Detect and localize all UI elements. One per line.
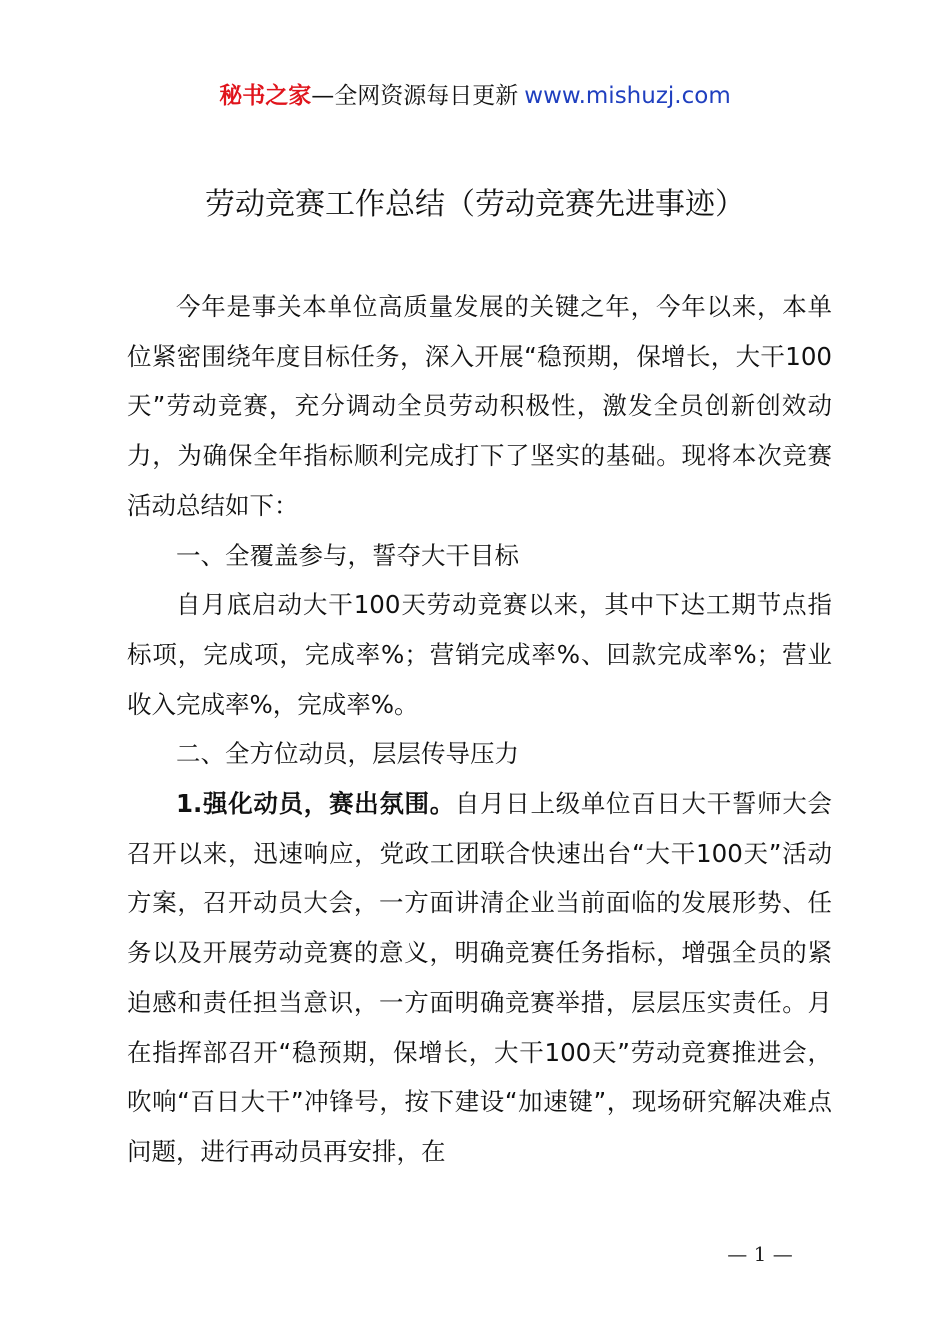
document-body	[127, 282, 832, 1177]
section-heading-2: 二、全方位动员，层层传导压力	[176, 739, 519, 769]
section-heading-1: 一、全覆盖参与，誓夺大干目标	[176, 540, 519, 570]
website-link[interactable]: www.mishuzj.com	[524, 83, 731, 109]
item-body-1: 自月日上级单位百日大干誓师大会召开以来，迅速响应，党政工团联合快速出台“大干100天”活动方案，召开动员大会，一方面讲清企业当前面临的发展形势、任务以及开展劳动竞赛的意义，明确竞赛任务指标，增强全员的紧迫感和责任担当意识，一方面明确竞赛举措，层层压实责任。月在指挥部召开“稳预期，保增长，大干100天”劳动竞赛推进会，吹响“百日大干”冲锋号，按下建设“加速键”，现场研究解决难点问题，进行再动员再安排，在	[127, 789, 833, 1166]
site-banner	[0, 80, 950, 112]
brand-name: 秘书之家	[219, 83, 312, 109]
page-number: — 1 —	[727, 1242, 793, 1266]
section-body-1: 自月底启动大干100天劳动竞赛以来，其中下达工期节点指标项，完成项，完成率%；营销完成率%、回款完成率%；营业收入完成率%，完成率%。	[127, 590, 832, 719]
banner-tagline: —全网资源每日更新	[311, 83, 519, 109]
item-paragraph-1	[127, 779, 832, 1177]
document-title: 劳动竞赛工作总结（劳动竞赛先进事迹）	[205, 187, 745, 222]
item-lead-1: 1.强化动员，赛出氛围。	[176, 789, 455, 819]
intro-paragraph: 今年是事关本单位高质量发展的关键之年，今年以来，本单位紧密围绕年度目标任务，深入开展“稳预期，保增长，大干100天”劳动竞赛，充分调动全员劳动积极性，激发全员创新创效动力，为确保全年指标顺利完成打下了坚实的基础。现将本次竞赛活动总结如下：	[127, 292, 832, 520]
